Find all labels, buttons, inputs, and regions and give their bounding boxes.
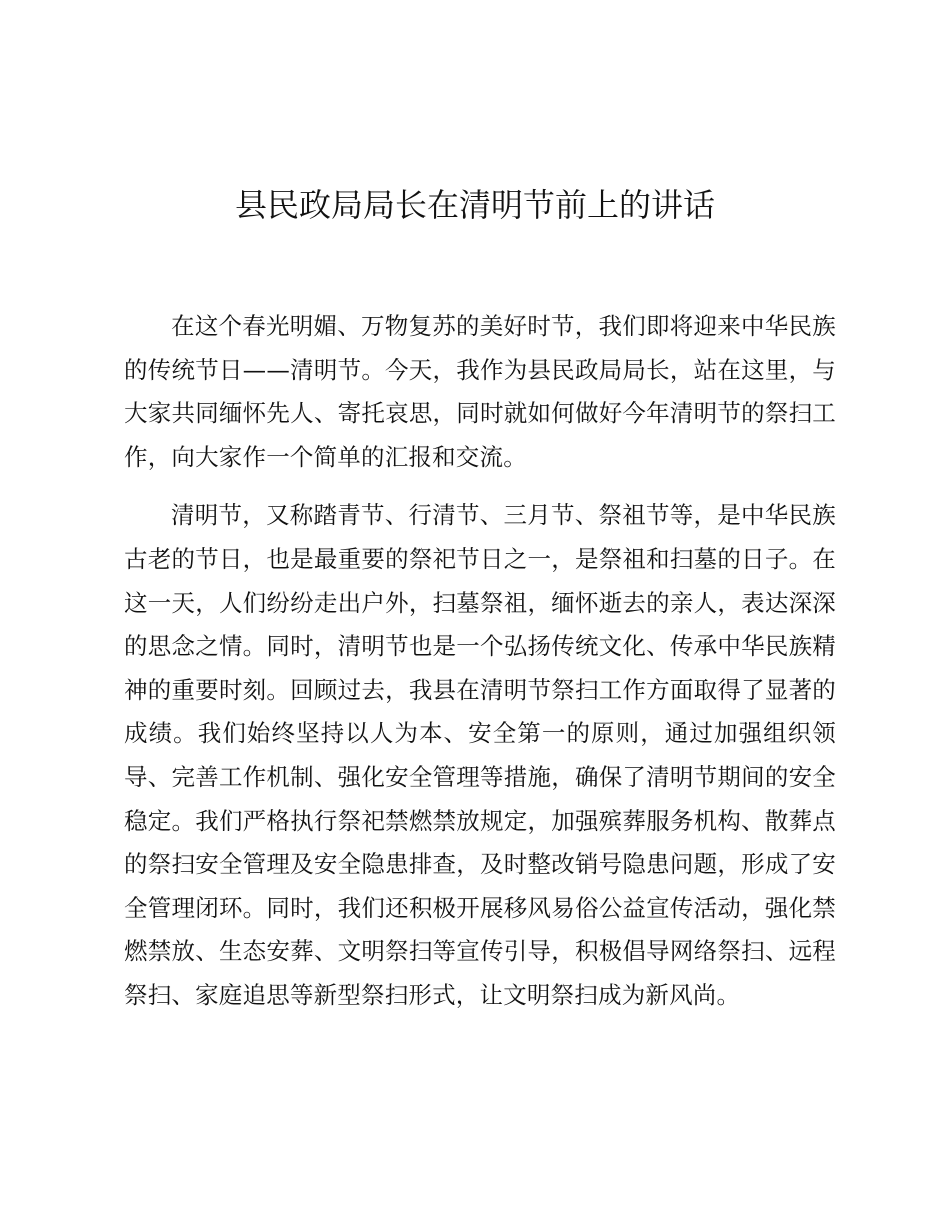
- document-title: 县民政局局长在清明节前上的讲话: [234, 186, 715, 224]
- paragraph-intro: 在这个春光明媚、万物复苏的美好时节，我们即将迎来中华民族的传统节日——清明节。今天，我作为县民政局局长，站在这里，与大家共同缅怀先人、寄托哀思，同时就如何做好今年清明节的祭扫工作，向大家作一个简单的汇报和交流。: [124, 312, 836, 471]
- paragraph-qingming-review: 清明节，又称踏青节、行清节、三月节、祭祖节等，是中华民族古老的节日，也是最重要的祭祀节日之一，是祭祖和扫墓的日子。在这一天，人们纷纷走出户外，扫墓祭祖，缅怀逝去的亲人，表达深深的思念之情。同时，清明节也是一个弘扬传统文化、传承中华民族精神的重要时刻。回顾过去，我县在清明节祭扫工作方面取得了显著的成绩。我们始终坚持以人为本、安全第一的原则，通过加强组织领导、完善工作机制、强化安全管理等措施，确保了清明节期间的安全稳定。我们严格执行祭祀禁燃禁放规定，加强殡葬服务机构、散葬点的祭扫安全管理及安全隐患排查，及时整改销号隐患问题，形成了安全管理闭环。同时，我们还积极开展移风易俗公益宣传活动，强化禁燃禁放、生态安葬、文明祭扫等宣传引导，积极倡导网络祭扫、远程祭扫、家庭追思等新型祭扫形式，让文明祭扫成为新风尚。: [124, 501, 836, 1009]
- document-body: [124, 305, 836, 1033]
